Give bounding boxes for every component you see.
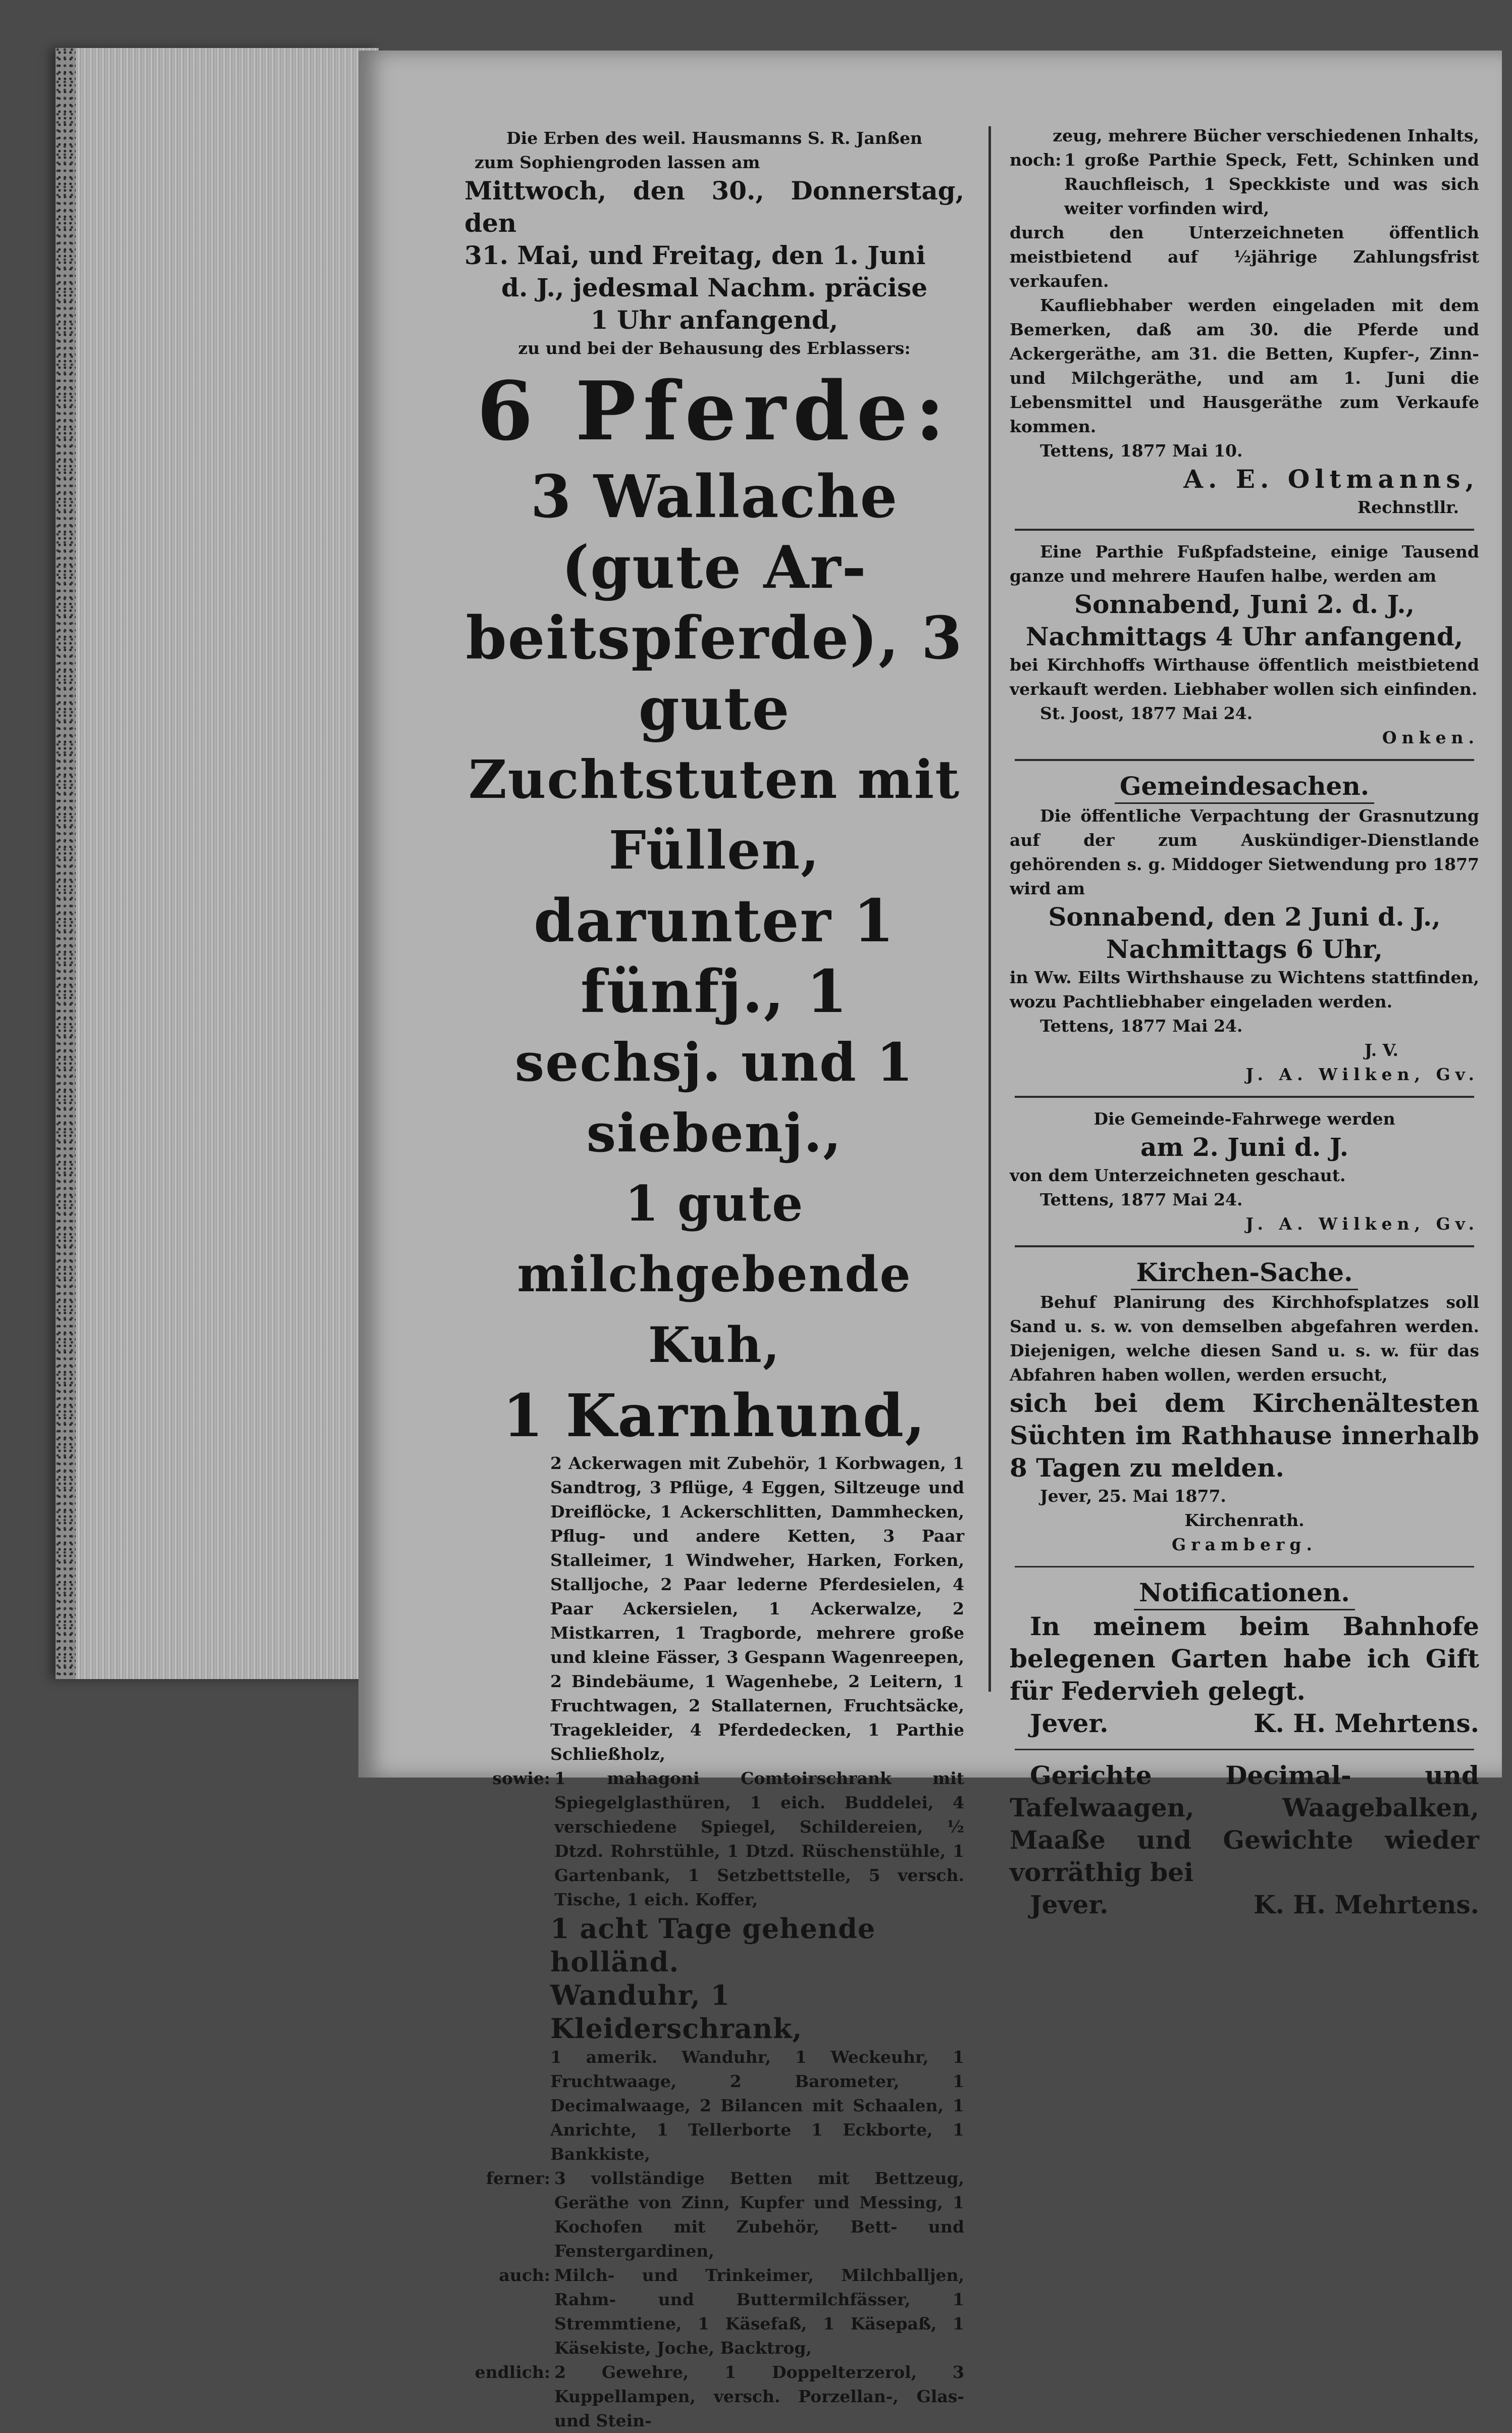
community-date: Sonnabend, den 2 Juni d. J., <box>1048 902 1441 932</box>
animals-line-2: beitspferde), 3 gute <box>465 604 963 743</box>
animals-line-1: 3 Wallache (gute Ar- <box>530 463 899 602</box>
community-body: in Ww. Eilts Wirthshause zu Wichtens stattfinden, wozu Pachtliebhaber eingeladen werden. <box>1010 968 1479 1011</box>
church-big: sich bei dem Kirchenältesten Süchten im Rathhause innerhalb 8 Tagen zu melden. <box>1010 1388 1479 1483</box>
divider-3 <box>1015 1096 1474 1098</box>
ferner-block <box>464 2166 964 2263</box>
signature-title: Rechnstllr. <box>1357 497 1459 517</box>
place-line: zu und bei der Behausung des Erblassers: <box>518 338 911 358</box>
roads-intro: Die Gemeinde-Fahrwege werden <box>1093 1109 1395 1129</box>
intro-line-1: Die Erben des weil. Hausmanns S. R. Janßen <box>506 128 922 148</box>
church-dateline: Jever, 25. Mai 1877. <box>1040 1486 1226 1506</box>
church-signature: Gramberg. <box>1172 1535 1317 1554</box>
scales-signature: K. H. Mehrtens. <box>1254 1890 1479 1919</box>
sowie-text: 1 mahagoni Comtoirschrank mit Spiegelglasthüren, 1 eich. Buddelei, 4 verschiedene Spiegel, Schildereien, ½ Dtzd. Rohrstühle, 1 Dtzd. Rüschenstühle, 1 Gartenbank, 1 Setzbettstelle, 5 versch. Tische, 1 eich. Koffer, <box>554 1768 964 1909</box>
community-signature: J. A. Wilken, Gv. <box>1245 1065 1479 1084</box>
notifications-place: Jever. <box>1030 1708 1109 1738</box>
signature: A. E. Oltmanns, <box>1183 464 1479 494</box>
date-line-3: d. J., jedesmal Nachm. präcise <box>501 273 928 302</box>
community-intro: Die öffentliche Verpachtung der Grasnutzung auf der zum Auskündiger-Dienstlande gehörenden s. g. Middoger Sietwendung pro 1877 wird am <box>1010 806 1479 898</box>
column-divider <box>988 126 991 1692</box>
date-line-4: 1 Uhr anfangend, <box>590 305 839 335</box>
auch-text: Milch- und Trinkeimer, Milchballjen, Rahm- und Buttermilchfässer, 1 Stremmtiene, 1 Käsefaß, 1 Käsepaß, 1 Käsekiste, Joche, Backtrog, <box>554 2265 964 2358</box>
auction-advertisement <box>464 126 964 2433</box>
continuation-line: zeug, mehrere Bücher verschiedenen Inhalts, <box>1053 126 1479 145</box>
endlich-text: 2 Gewehre, 1 Doppelterzerol, 3 Kuppellampen, versch. Porzellan-, Glas- und Stein- <box>554 2362 964 2430</box>
clock-line-2: Wanduhr, 1 Kleiderschrank, <box>550 1979 803 2045</box>
roads-date: am 2. Juni d. J. <box>1140 1132 1349 1162</box>
animals-line-5: sechsj. und 1 siebenj., <box>514 1031 914 1164</box>
community-jv: J. V. <box>1364 1040 1398 1060</box>
stones-intro: Eine Parthie Fußpfadsteine, einige Tausend ganze und mehrere Haufen halbe, werden am <box>1010 542 1479 586</box>
headline: 6 Pferde: <box>477 364 952 459</box>
notifications-body: In meinem beim Bahnhofe belegenen Garten habe ich Gift für Federvieh gelegt. <box>1010 1611 1479 1706</box>
animals-line-4: darunter 1 fünfj., 1 <box>534 887 895 1026</box>
community-dateline: Tettens, 1877 Mai 24. <box>1040 1016 1243 1036</box>
divider-4 <box>1015 1245 1474 1247</box>
auction-body: durch den Unterzeichneten öffentlich meistbietend auf ½jährige Zahlungsfrist verkaufen. <box>1010 223 1479 291</box>
notifications-signature: K. H. Mehrtens. <box>1254 1708 1479 1738</box>
book-cover-edge <box>56 48 76 1679</box>
divider-2 <box>1015 759 1474 761</box>
church-heading-text: Kirchen-Sache. <box>1131 1256 1358 1290</box>
dateline: Tettens, 1877 Mai 10. <box>1040 441 1243 461</box>
stones-date: Sonnabend, Juni 2. d. J., <box>1074 589 1415 619</box>
equipment-list: 2 Ackerwagen mit Zubehör, 1 Korbwagen, 1 Sandtrog, 3 Pflüge, 4 Eggen, Siltzeuge und Dreiflöcke, 1 Ackerschlitten, Dammhecken, Pflug- und andere Ketten, 3 Paar Stalleimer, 1 Windweher, Harken, Forken, Stalljoche, 2 Paar lederne Pferdesielen, 4 Paar Ackersielen, 1 Ackerwalze, 2 Mistkarren, 1 Tragborde, mehrere große und kleine Fässer, 3 Gespann Wagenreepen, 2 Bindebäume, 1 Wagenhebe, 2 Leitern, 1 Fruchtwagen, 2 Stallaternen, Fruchtsäcke, Tragekleider, 4 Pferdedecken, 1 Parthie Schließholz, <box>550 1453 964 1764</box>
stones-body: bei Kirchhoffs Wirthause öffentlich meistbietend verkauft werden. Liebhaber wollen sich einfinden. <box>1010 655 1479 699</box>
stones-advertisement <box>1010 540 1479 750</box>
roads-body: von dem Unterzeichneten geschaut. <box>1010 1165 1346 1185</box>
church-heading <box>1010 1256 1479 1290</box>
divider-6 <box>1015 1749 1474 1750</box>
clock-line-1: 1 acht Tage gehende holländ. <box>550 1912 876 1978</box>
noch-text: 1 große Parthie Speck, Fett, Schinken und Rauchfleisch, 1 Speckkiste und was sich weiter vorfinden wird, <box>1064 150 1479 218</box>
noch-label: noch: <box>1010 150 1062 170</box>
scales-place: Jever. <box>1030 1890 1109 1919</box>
ferner-label: ferner: <box>486 2168 550 2188</box>
notifications-heading-text: Notificationen. <box>1134 1577 1355 1610</box>
notifications-sign-row <box>1010 1707 1479 1740</box>
stones-signature: Onken. <box>1382 728 1479 747</box>
animals-line-7: 1 Karnhund, <box>502 1382 926 1450</box>
church-body: Behuf Planirung des Kirchhofsplatzes soll Sand u. s. w. von demselben abgefahren werden. Diejenigen, welche diesen Sand u. s. w. für das Abfahren haben wollen, werden ersucht, <box>1010 1292 1479 1385</box>
community-heading <box>1010 770 1479 804</box>
notifications-heading <box>1010 1577 1479 1610</box>
ferner-text: 3 vollständige Betten mit Bettzeug, Geräthe von Zinn, Kupfer und Messing, 1 Kochofen mit Zubehör, Bett- und Fenstergardinen, <box>554 2168 964 2261</box>
date-line-1: Mittwoch, den 30., Donnerstag, den <box>464 176 964 238</box>
book-page-edges <box>56 48 379 1679</box>
community-heading-text: Gemeindesachen. <box>1115 770 1374 804</box>
divider-1 <box>1015 529 1474 531</box>
clock-rest: 1 amerik. Wanduhr, 1 Weckeuhr, 1 Fruchtwaage, 2 Barometer, 1 Decimalwaage, 2 Bilancen mit Schaalen, 1 Anrichte, 1 Tellerborte 1 Eckborte, 1 Bankkiste, <box>550 2047 964 2164</box>
sowie-block <box>464 1766 964 1912</box>
scales-sign-row <box>1010 1889 1479 1921</box>
auction-continuation <box>1010 124 1479 520</box>
endlich-label: endlich: <box>475 2362 550 2382</box>
community-time: Nachmittags 6 Uhr, <box>1106 934 1383 964</box>
roads-dateline: Tettens, 1877 Mai 24. <box>1040 1190 1243 1209</box>
auch-block <box>464 2263 964 2360</box>
animals-line-3: Zuchtstuten mit Füllen, <box>468 748 961 881</box>
intro-line-2: zum Sophiengroden lassen am <box>475 153 760 172</box>
stones-dateline: St. Joost, 1877 Mai 24. <box>1040 703 1253 723</box>
scales-body: Gerichte Decimal- und Tafelwaagen, Waagebalken, Maaße und Gewichte wieder vorräthig bei <box>1010 1760 1479 1887</box>
newspaper-page <box>358 50 1502 2430</box>
right-column <box>1010 124 1479 1921</box>
auch-label: auch: <box>499 2265 550 2285</box>
animals-line-6: 1 gute milchgebende Kuh, <box>517 1175 912 1374</box>
church-matters <box>1010 1256 1479 1557</box>
sowie-label: sowie: <box>492 1768 550 1788</box>
divider-5 <box>1015 1566 1474 1567</box>
notifications <box>1010 1577 1479 1740</box>
roads-notice <box>1010 1107 1479 1236</box>
community-matters <box>1010 770 1479 1087</box>
roads-signature: J. A. Wilken, Gv. <box>1245 1214 1479 1234</box>
stones-time: Nachmittags 4 Uhr anfangend, <box>1025 622 1464 651</box>
endlich-block <box>464 2360 964 2433</box>
date-line-2: 31. Mai, und Freitag, den 1. Juni <box>464 240 926 270</box>
noch-block <box>1010 148 1479 221</box>
church-org: Kirchenrath. <box>1184 1510 1305 1530</box>
auction-body-2: Kaufliebhaber werden eingeladen mit dem Bemerken, daß am 30. die Pferde und Ackergeräthe, am 31. die Betten, Kupfer-, Zinn- und Milchgeräthe, und am 1. Juni die Lebensmittel und Hausgeräthe zum Verkaufe kommen. <box>1010 295 1479 436</box>
scales-advertisement <box>1010 1759 1479 1921</box>
